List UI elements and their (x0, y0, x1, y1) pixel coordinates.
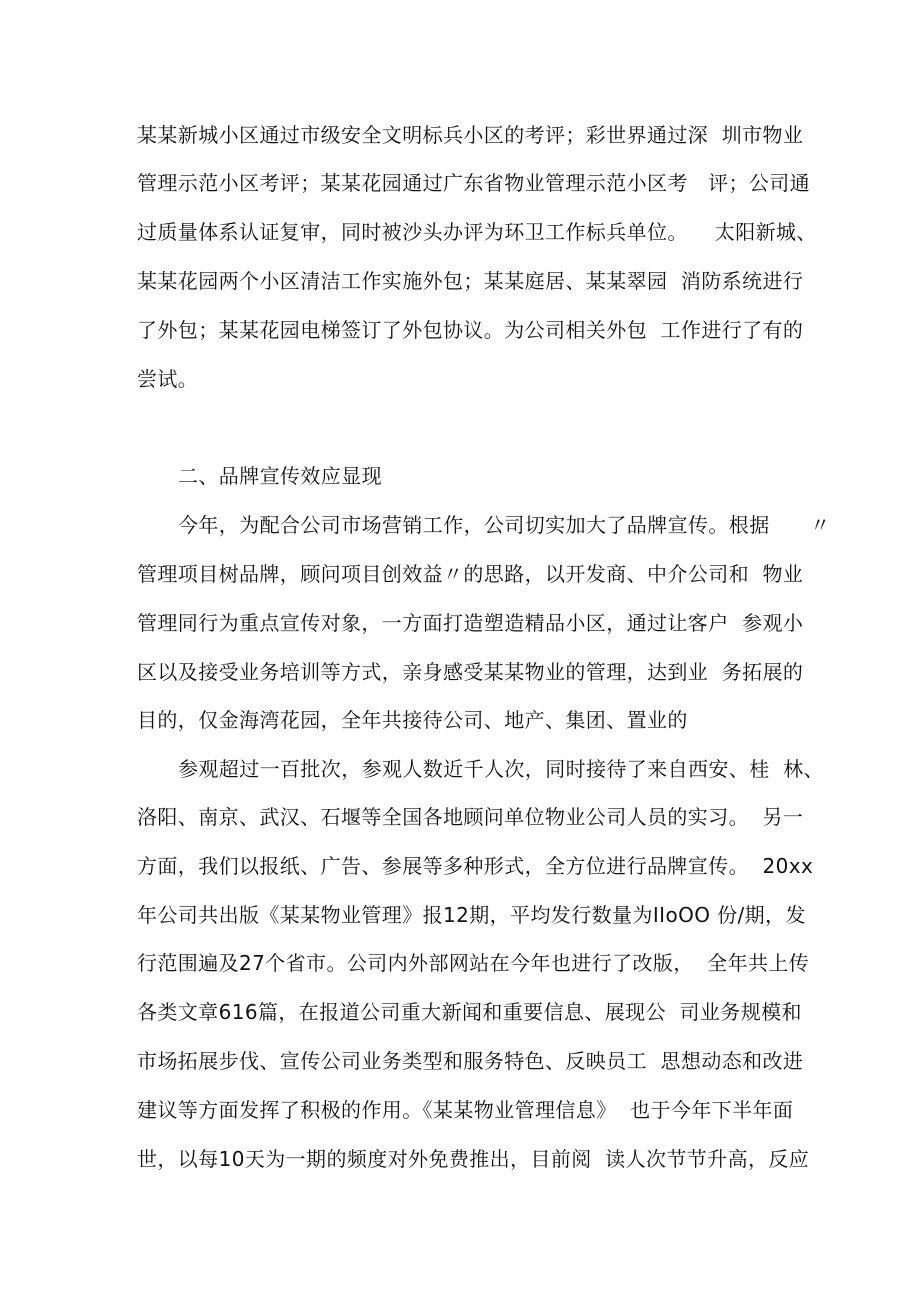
paragraph-line: 参观超过一百批次，参观人数近千人次，同时接待了来自西安、桂 林、 (178, 757, 824, 781)
paragraph-line: 区以及接受业务培训等方式，亲身感受某某物业的管理，达到业 务拓展的 (137, 660, 804, 684)
paragraph-line: 管理同行为重点宣传对象，一方面打造塑造精品小区，通过让客户 参观小 (137, 611, 804, 635)
paragraph-line: 年公司共出版《某某物业管理》报12期，平均发行数量为IIoOO 份/期，发 (137, 903, 806, 927)
paragraph-line: 行范围遍及27个省市。公司内外部网站在今年也进行了改版， 全年共上传 (137, 951, 810, 975)
paragraph-line: 各类文章616篇，在报道公司重大新闻和重要信息、展现公 司业务规模和 (137, 1000, 802, 1024)
paragraph-line: 世，以每10天为一期的频度对外免费推出，目前阅 读人次节节升高，反应 (137, 1147, 810, 1171)
paragraph-line: 方面，我们以报纸、广告、参展等多种形式，全方位进行品牌宣传。 20xx (137, 854, 814, 878)
paragraph-line: 管理项目树品牌，顾问项目创效益〃的思路，以开发商、中介公司和 物业 (137, 562, 804, 586)
paragraph-line: 某某新城小区通过市级安全文明标兵小区的考评；彩世界通过深 圳市物业 (137, 123, 804, 147)
paragraph-line: 尝试。 (137, 367, 199, 391)
paragraph-line: 管理示范小区考评；某某花园通过广东省物业管理示范小区考 评；公司通 (137, 171, 811, 195)
paragraph-line: 过质量体系认证复审，同时被沙头办评为环卫工作标兵单位。 太阳新城、 (137, 220, 817, 244)
paragraph-line: 今年，为配合公司市场营销工作，公司切实加大了品牌宣传。根据 〃 (178, 513, 831, 537)
section-heading: 二、品牌宣传效应显现 (178, 464, 382, 488)
paragraph-line: 市场拓展步伐、宣传公司业务类型和服务特色、反映员工 思想动态和改进 (137, 1049, 804, 1073)
paragraph-line: 某某花园两个小区清洁工作实施外包；某某庭居、某某翠园 消防系统进行 (137, 269, 804, 293)
paragraph-line: 洛阳、南京、武汉、石堰等全国各地顾问单位物业公司人员的实习。 另一 (137, 805, 804, 829)
paragraph-line: 建议等方面发挥了积极的作用。《某某物业管理信息》 也于今年下半年面 (137, 1098, 794, 1122)
paragraph-line: 了外包；某某花园电梯签订了外包协议。为公司相关外包 工作进行了有的 (137, 318, 804, 342)
paragraph-line: 目的，仅金海湾花园，全年共接待公司、地产、集团、置业的 (137, 708, 688, 732)
